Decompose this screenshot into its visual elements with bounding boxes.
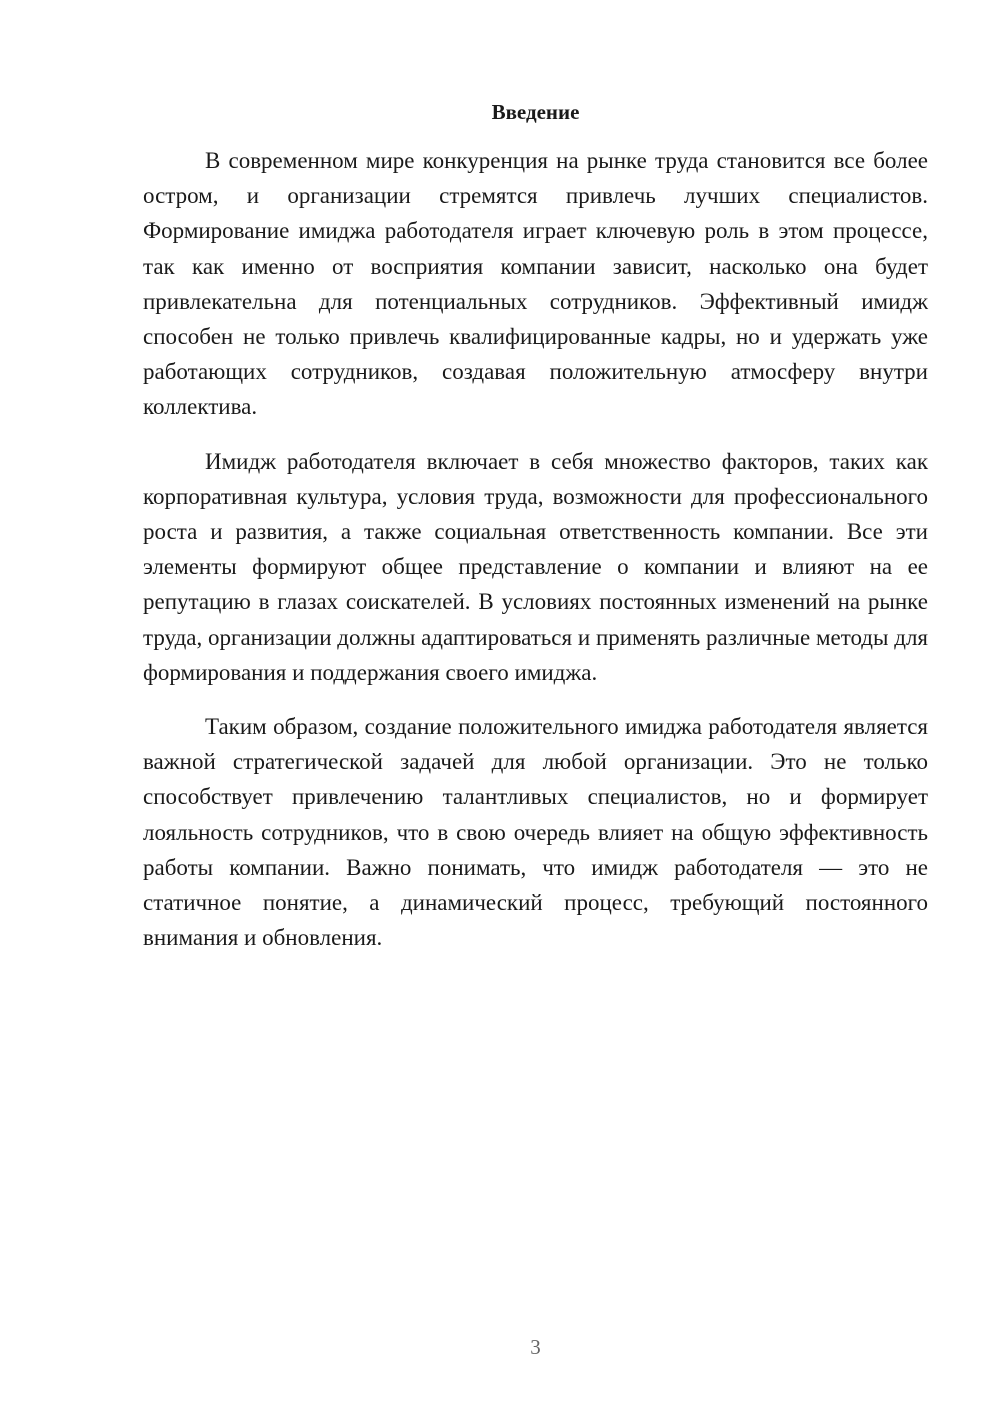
paragraph-1: В современном мире конкуренция на рынке труда становится все более остром, и организации стремятся привлечь лучших специалистов. Формирование имиджа работодателя играет ключевую роль в этом процессе, так как именно от восприятия компании зависит, насколько она будет привлекательна для потенциальных сотрудников. Эффективный имидж способен не только привлечь квалифицированные кадры, но и удержать уже работающих сотрудников, создавая положительную атмосферу внутри коллектива. (143, 148, 928, 420)
paragraph-3: Таким образом, создание положительного имиджа работодателя является важной стратегической задачей для любой организации. Это не только способствует привлечению талантливых специалистов, но и формирует лояльность сотрудников, что в свою очередь влияет на общую эффективность работы компании. Важно понимать, что имидж работодателя — это не статичное понятие, а динамический процесс, требующий постоянного внимания и обновления. (143, 714, 928, 951)
page-number: 3 (530, 1335, 541, 1359)
body-text (143, 143, 928, 974)
section-heading: Введение (491, 100, 580, 124)
paragraph-2: Имидж работодателя включает в себя множество факторов, таких как корпоративная культура, условия труда, возможности для профессионального роста и развития, а также социальная ответственность компании. Все эти элементы формируют общее представление о компании и влияют на ее репутацию в глазах соискателей. В условиях постоянных изменений на рынке труда, организации должны адаптироваться и применять различные методы для формирования и поддержания своего имиджа. (143, 448, 928, 685)
